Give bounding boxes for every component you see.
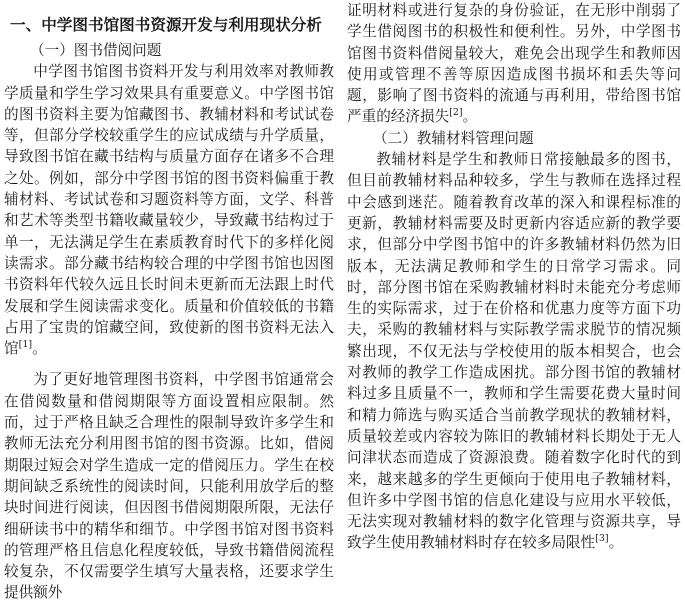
right-column — [347, 0, 681, 554]
citation-ref: [3] — [595, 533, 609, 545]
paragraph-borrowing-2: 为了更好地管理图书资料，中学图书馆通常会在借阅数量和借阅期限等方面设置相应限制。然而，过于严格且缺乏合理性的限制导致许多学生和教师无法充分利用图书馆的图书资源。比如，借阅期限过短会对学生造成一定的借阅压力。学生在校期间缺乏系统性的阅读时间，只能利用放学后的整块时间进行阅读，但因图书借阅期限所限，无法仔细研读书中的精华和细节。中学图书馆对图书资料的管理严格且信息化程度较低，导致书籍借阅流程较复杂，不仅需要学生填写大量表格，还要求学生提供额外 — [4, 371, 334, 602]
subsection-heading-materials: （二）教辅材料管理问题 — [373, 129, 534, 147]
citation-ref: [1] — [18, 339, 33, 351]
paragraph-borrowing-2-continued — [347, 0, 681, 128]
paragraph-text: 证明材料或进行复杂的身份验证，在无形中削弱了学生借阅图书的积极性和便利性。另外，中学图书馆图书资料借阅量较大，难免会出现学生和教师因使用或管理不善等原因造成图书损坏和丢失等问题，影响了图书资料的流通与再利用，带给图书馆严重的经济损失 — [347, 2, 681, 126]
section-heading: 一、中学图书馆图书资源开发与利用现状分析 — [10, 16, 322, 34]
paragraph-text: 教辅材料是学生和教师日常接触最多的图书，但目前教辅材料品种较多，学生与教师在选择过程中会感到迷茫。随着教育改革的深入和课程标准的更新，教辅材料需要及时更新内容适应新的教学要求，但部分中学图书馆中的许多教辅材料仍然为旧版本，无法满足教师和学生的日常学习需求。同时，部分图书馆在采购教辅材料时未能充分考虑师生的实际需求，过于在价格和优惠力度等方面下功夫，采购的教辅材料与实际教学需求脱节的情况频繁出现，不仅无法与学校使用的版本相契合，也会对教师的教学工作造成困扰。部分图书馆的教辅材料过多且质量不一，教师和学生需要花费大量时间和精力筛选与购买适合当前教学现状的教辅材料，质量较差或内容较为陈旧的教辅材料长期处于无人问津状态而造成了资源浪费。随着数字化时代的到来，越来越多的学生更倾向于使用电子教辅材料，但许多中学图书馆的信息化建设与应用水平较低，无法实现对教辅材料的数字化管理与资源共享，导致学生使用教辅材料时存在较多局限性 — [347, 151, 681, 552]
subsection-heading-borrowing: （一）图书借阅问题 — [30, 42, 162, 59]
paragraph-materials-1 — [347, 149, 681, 554]
citation-ref: [2] — [449, 107, 463, 119]
paragraph-gap — [4, 359, 334, 369]
left-column — [4, 0, 334, 604]
paragraph-borrowing-1 — [4, 61, 334, 359]
paragraph-end: 。 — [608, 534, 624, 552]
paragraph-end: 。 — [32, 340, 47, 358]
paragraph-end: 。 — [462, 108, 478, 126]
paragraph-text: 中学图书馆图书资料开发与利用效率对教师教学质量和学生学习效果具有重要意义。中学图书馆的图书资料主要为馆藏图书、教辅材料和考试试卷等，但部分学校较重学生的应试成绩与升学质量，导致图书馆在藏书结构与质量方面存在诸多不合理之处。例如，部分中学图书馆的图书资料偏重于教辅材料、考试试卷和习题资料等方面，文学、科普和艺术等类型书籍收藏量较少，导致藏书结构过于单一，无法满足学生在素质教育时代下的多样化阅读需求。部分藏书结构较合理的中学图书馆也因图书资料年代较久远且长时间未更新而无法跟上时代发展和学生阅读需求变化。质量和价值较低的书籍占用了宝贵的馆藏空间，致使新的图书资料无法入馆 — [4, 63, 334, 358]
